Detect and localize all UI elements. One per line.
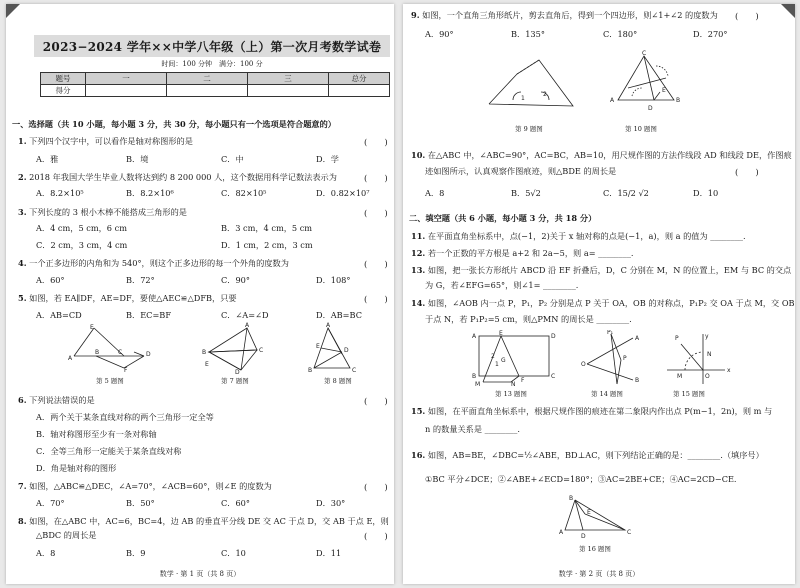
figure-14-caption: 第 14 题图 bbox=[591, 390, 623, 398]
question-5 bbox=[18, 293, 237, 304]
option-d[interactable]: D．0.82×10⁷ bbox=[316, 188, 370, 198]
option-b[interactable]: B．3 cm，4 cm，5 cm bbox=[221, 223, 313, 233]
option-c[interactable]: C．中 bbox=[221, 154, 244, 164]
question-16-statements: ①BC 平分∠DCE；②∠ABE+∠ECD=180°；③AC=2BE+CE；④AC=2CD−CE. bbox=[425, 474, 737, 484]
figure-7-caption: 第 7 题图 bbox=[221, 377, 249, 385]
question-4 bbox=[18, 258, 289, 269]
question-3 bbox=[18, 207, 187, 218]
score-cell[interactable] bbox=[329, 85, 390, 97]
option-c[interactable]: C．90° bbox=[221, 275, 250, 285]
score-row-label: 得分 bbox=[41, 85, 86, 97]
option-a[interactable]: A．8.2×10⁵ bbox=[36, 188, 84, 198]
svg-text:C: C bbox=[352, 367, 357, 374]
score-header-cell: 总分 bbox=[329, 73, 390, 85]
option-d[interactable]: D．270° bbox=[693, 29, 728, 39]
svg-text:1: 1 bbox=[495, 361, 499, 368]
svg-text:D: D bbox=[344, 347, 349, 354]
question-text: 如图，把一张长方形纸片 ABCD 沿 EF 折叠后，D，C 分别在 M，N 的位置上，EM 与 BC 的交点 bbox=[427, 265, 792, 275]
option-a[interactable]: A．雅 bbox=[36, 154, 59, 164]
svg-text:B: B bbox=[676, 97, 681, 104]
question-number: 15. bbox=[411, 406, 426, 416]
option-c[interactable]: C．全等三角形一定能关于某条直线对称 bbox=[36, 446, 182, 456]
page-footer: 数学 · 第 1 页（共 8 页） bbox=[159, 570, 241, 578]
option-c[interactable]: C．∠A=∠D bbox=[221, 310, 269, 320]
figure-15-caption: 第 15 题图 bbox=[673, 390, 705, 398]
figure-8 bbox=[306, 322, 366, 376]
answer-paren[interactable]: ( ) bbox=[364, 532, 388, 542]
option-a[interactable]: A．8 bbox=[425, 188, 445, 198]
svg-text:B: B bbox=[308, 367, 313, 374]
question-2 bbox=[18, 172, 337, 183]
question-text: 若一个正数的平方根是 a+2 和 2a−5，则 a= ________. bbox=[427, 248, 634, 258]
svg-text:A: A bbox=[472, 333, 477, 340]
svg-text:E: E bbox=[662, 87, 666, 94]
option-d[interactable]: D．30° bbox=[316, 498, 346, 508]
answer-paren[interactable]: ( ) bbox=[364, 209, 388, 219]
question-13-continued: 为 G，若∠EFG=65°，则∠1= ________. bbox=[425, 280, 579, 290]
option-d[interactable]: D．学 bbox=[316, 154, 339, 164]
svg-text:E: E bbox=[587, 509, 591, 516]
question-text: 如图，∠AOB 内一点 P，P₁，P₂ 分别是点 P 关于 OA，OB 的对称点，P₁P₂ 交 OA 于点 M，交 OB bbox=[427, 298, 795, 308]
svg-text:A: A bbox=[610, 97, 615, 104]
question-1 bbox=[18, 136, 193, 147]
svg-text:C: C bbox=[259, 347, 264, 354]
svg-text:E: E bbox=[90, 324, 94, 331]
score-table-row bbox=[41, 85, 390, 97]
figure-13 bbox=[471, 330, 561, 386]
figure-13-caption: 第 13 题图 bbox=[495, 390, 527, 398]
question-text: 如图，在△ABC 中，AC=6，BC=4，边 AB 的垂直平分线 DE 交 AC 于点 D，交 AB 于点 E，则 bbox=[29, 516, 389, 526]
option-a[interactable]: A．4 cm，5 cm，6 cm bbox=[36, 223, 127, 233]
option-a[interactable]: A．60° bbox=[36, 275, 65, 285]
figure-9 bbox=[483, 52, 583, 112]
option-c[interactable]: C．2 cm，3 cm，4 cm bbox=[36, 240, 128, 250]
figure-16-caption: 第 16 题图 bbox=[579, 545, 611, 553]
svg-text:E: E bbox=[316, 343, 320, 350]
svg-text:2: 2 bbox=[491, 353, 495, 360]
option-d[interactable]: D．11 bbox=[316, 548, 342, 558]
question-number: 2. bbox=[18, 172, 27, 182]
option-a[interactable]: A．70° bbox=[36, 498, 65, 508]
option-b[interactable]: B．EC=BF bbox=[126, 310, 172, 320]
svg-text:A: A bbox=[68, 355, 73, 362]
svg-text:B: B bbox=[472, 373, 477, 380]
score-table-header bbox=[41, 73, 390, 85]
answer-paren[interactable]: ( ) bbox=[364, 483, 388, 493]
option-d[interactable]: D．AB=BC bbox=[316, 310, 362, 320]
figure-14 bbox=[581, 330, 641, 386]
svg-text:B: B bbox=[95, 349, 100, 356]
score-header-cell: 一 bbox=[86, 73, 167, 85]
score-cell[interactable] bbox=[167, 85, 248, 97]
svg-text:D: D bbox=[146, 351, 151, 358]
option-d[interactable]: D．10 bbox=[693, 188, 719, 198]
score-header-cell: 题号 bbox=[41, 73, 86, 85]
figure-7 bbox=[201, 322, 271, 374]
question-13 bbox=[411, 265, 791, 276]
svg-text:F: F bbox=[521, 377, 525, 384]
svg-text:B: B bbox=[569, 495, 574, 502]
option-c[interactable]: C．15/2 √2 bbox=[603, 188, 649, 198]
question-15-continued: n 的数量关系是 ________. bbox=[425, 424, 520, 434]
svg-text:A: A bbox=[326, 322, 331, 329]
question-text: 一个正多边形的内角和为 540°，则这个正多边形的每一个外角的度数为 bbox=[29, 258, 289, 268]
svg-text:D: D bbox=[648, 105, 653, 112]
svg-text:x: x bbox=[727, 367, 731, 374]
option-b[interactable]: B．72° bbox=[126, 275, 155, 285]
svg-text:A: A bbox=[635, 335, 640, 342]
option-d[interactable]: D．108° bbox=[316, 275, 351, 285]
question-number: 12. bbox=[411, 248, 426, 258]
page-right bbox=[403, 4, 795, 584]
page-footer: 数学 · 第 2 页（共 8 页） bbox=[558, 570, 640, 578]
corner-mark-top-left bbox=[6, 4, 20, 18]
option-b[interactable]: B．50° bbox=[126, 498, 155, 508]
option-c[interactable]: C．82×10⁵ bbox=[221, 188, 267, 198]
section-heading-choice: 一、选择题（共 10 小题，每小题 3 分，共 30 分，每小题只有一个选项是符合题意的） bbox=[12, 119, 336, 129]
page-left bbox=[6, 4, 394, 584]
figure-10-caption: 第 10 题图 bbox=[625, 125, 657, 133]
option-a[interactable]: A．90° bbox=[425, 29, 454, 39]
question-15 bbox=[411, 406, 772, 417]
svg-text:F: F bbox=[124, 367, 128, 372]
option-b[interactable]: B．境 bbox=[126, 154, 149, 164]
score-header-cell: 二 bbox=[167, 73, 248, 85]
question-text: 下列四个汉字中，可以看作是轴对称图形的是 bbox=[29, 136, 193, 146]
svg-text:2: 2 bbox=[543, 91, 547, 98]
svg-text:y: y bbox=[705, 333, 709, 340]
question-10 bbox=[411, 150, 792, 161]
svg-text:B: B bbox=[635, 377, 640, 384]
question-12 bbox=[411, 248, 634, 259]
question-10-continued: 迹如图所示，认真观察作图痕迹，则△BDE 的周长是 bbox=[425, 166, 617, 176]
question-8 bbox=[18, 516, 389, 527]
svg-text:E: E bbox=[205, 361, 209, 368]
question-text: 下列长度的 3 根小木棒不能搭成三角形的是 bbox=[29, 207, 187, 217]
question-text: 下列说法错误的是 bbox=[29, 395, 95, 405]
question-number: 5. bbox=[18, 293, 27, 303]
svg-text:P₁: P₁ bbox=[607, 330, 614, 336]
figure-9-caption: 第 9 题图 bbox=[515, 125, 543, 133]
question-number: 3. bbox=[18, 207, 27, 217]
figure-15 bbox=[663, 330, 733, 386]
question-7 bbox=[18, 481, 272, 492]
option-a[interactable]: A．8 bbox=[36, 548, 56, 558]
svg-text:M: M bbox=[475, 381, 481, 386]
question-text: 如图，△ABC≌△DEC，∠A=70°，∠ACB=60°，则∠E 的度数为 bbox=[29, 481, 272, 491]
question-8-continued: △BDC 的周长是 bbox=[36, 530, 97, 540]
answer-paren[interactable]: ( ) bbox=[364, 138, 388, 148]
option-c[interactable]: C．10 bbox=[221, 548, 246, 558]
figure-16 bbox=[555, 492, 635, 540]
question-number: 16. bbox=[411, 450, 426, 460]
section-heading-fill: 二、填空题（共 6 小题，每小题 3 分，共 18 分） bbox=[409, 213, 597, 223]
svg-text:C: C bbox=[627, 529, 632, 536]
answer-paren[interactable]: ( ) bbox=[364, 295, 388, 305]
question-number: 11. bbox=[411, 231, 426, 241]
svg-text:M: M bbox=[677, 373, 683, 380]
question-text: 如图，在平面直角坐标系中，根据尺规作图的痕迹在第二象限内作出点 P(m−1，2n)，则 m 与 bbox=[427, 406, 773, 416]
option-c[interactable]: C．180° bbox=[603, 29, 638, 39]
answer-paren[interactable]: ( ) bbox=[735, 168, 759, 178]
question-text: 如图，AB=BE，∠DBC=½∠ABE，BD⊥AC，则下列结论正确的是：________.（填序号） bbox=[427, 450, 764, 460]
question-text: 2018 年我国大学生毕业人数将达到约 8 200 000 人，这个数据用科学记数法表示为 bbox=[29, 172, 337, 182]
option-b[interactable]: B．135° bbox=[511, 29, 545, 39]
question-number: 14. bbox=[411, 298, 426, 308]
answer-paren[interactable]: ( ) bbox=[364, 397, 388, 407]
answer-paren[interactable]: ( ) bbox=[735, 12, 759, 22]
question-text: 在△ABC 中，∠ABC=90°，AC=BC，AB=10，用尺规作图的方法作线段 AD 和线段 DE，作图痕 bbox=[427, 150, 792, 160]
svg-text:G: G bbox=[501, 357, 506, 364]
answer-paren[interactable]: ( ) bbox=[364, 260, 388, 270]
svg-text:E: E bbox=[499, 330, 503, 337]
svg-text:N: N bbox=[707, 351, 712, 358]
question-number: 13. bbox=[411, 265, 426, 275]
question-14-continued: 于点 N，若 P₁P₂=5 cm，则△PMN 的周长是 ________. bbox=[425, 314, 632, 324]
question-11 bbox=[411, 231, 746, 242]
question-number: 6. bbox=[18, 395, 27, 405]
question-9 bbox=[411, 10, 718, 21]
exam-subtitle: 时间：100 分钟 满分：100 分 bbox=[161, 60, 263, 68]
svg-text:D: D bbox=[551, 333, 556, 340]
figure-8-caption: 第 8 题图 bbox=[324, 377, 352, 385]
exam-title: 2023−2024 学年××中学八年级（上）第一次月考数学试卷 bbox=[42, 40, 382, 54]
option-b[interactable]: B．5√2 bbox=[511, 188, 541, 198]
score-cell[interactable] bbox=[86, 85, 167, 97]
question-number: 9. bbox=[411, 10, 420, 20]
corner-mark-top-right bbox=[781, 4, 795, 18]
question-number: 8. bbox=[18, 516, 27, 526]
question-6 bbox=[18, 395, 95, 406]
option-d[interactable]: D．1 cm，2 cm，3 cm bbox=[221, 240, 313, 250]
option-b[interactable]: B．8.2×10⁶ bbox=[126, 188, 174, 198]
option-b[interactable]: B．9 bbox=[126, 548, 146, 558]
option-b[interactable]: B．轴对称图形至少有一条对称轴 bbox=[36, 429, 157, 439]
svg-text:C: C bbox=[118, 349, 123, 356]
question-text: 如图，一个直角三角形纸片，剪去直角后，得到一个四边形，则∠1+∠2 的度数为 bbox=[422, 10, 718, 20]
svg-text:A: A bbox=[559, 529, 564, 536]
svg-text:D: D bbox=[581, 533, 586, 540]
svg-text:P: P bbox=[675, 335, 679, 342]
question-text: 如图，若 EA∥DF，AE=DF，要使△AEC≌△DFB，只要 bbox=[29, 293, 237, 303]
figure-10 bbox=[608, 48, 688, 118]
svg-text:B: B bbox=[202, 349, 207, 356]
svg-text:O: O bbox=[581, 361, 586, 368]
svg-text:D: D bbox=[235, 369, 240, 374]
score-cell[interactable] bbox=[248, 85, 329, 97]
svg-text:C: C bbox=[551, 373, 556, 380]
question-number: 7. bbox=[18, 481, 27, 491]
question-16 bbox=[411, 450, 764, 461]
figure-5 bbox=[66, 324, 156, 372]
svg-text:P: P bbox=[623, 355, 627, 362]
option-c[interactable]: C．60° bbox=[221, 498, 250, 508]
question-text: 在平面直角坐标系中，点(−1，2)关于 x 轴对称的点是(−1，a)，则 a 的值为 ________. bbox=[427, 231, 746, 241]
question-number: 10. bbox=[411, 150, 426, 160]
svg-text:A: A bbox=[245, 322, 250, 329]
option-d[interactable]: D．角是轴对称的图形 bbox=[36, 463, 117, 473]
svg-text:1: 1 bbox=[521, 95, 525, 102]
svg-text:N: N bbox=[511, 381, 516, 386]
question-number: 1. bbox=[18, 136, 27, 146]
figure-5-caption: 第 5 题图 bbox=[96, 377, 124, 385]
option-a[interactable]: A．两个关于某条直线对称的两个三角形一定全等 bbox=[36, 412, 214, 422]
answer-paren[interactable]: ( ) bbox=[364, 174, 388, 184]
option-a[interactable]: A．AB=CD bbox=[36, 310, 82, 320]
question-number: 4. bbox=[18, 258, 27, 268]
score-table bbox=[40, 72, 390, 97]
question-14 bbox=[411, 298, 795, 309]
svg-text:C: C bbox=[642, 50, 647, 57]
score-header-cell: 三 bbox=[248, 73, 329, 85]
svg-text:O: O bbox=[705, 373, 710, 380]
